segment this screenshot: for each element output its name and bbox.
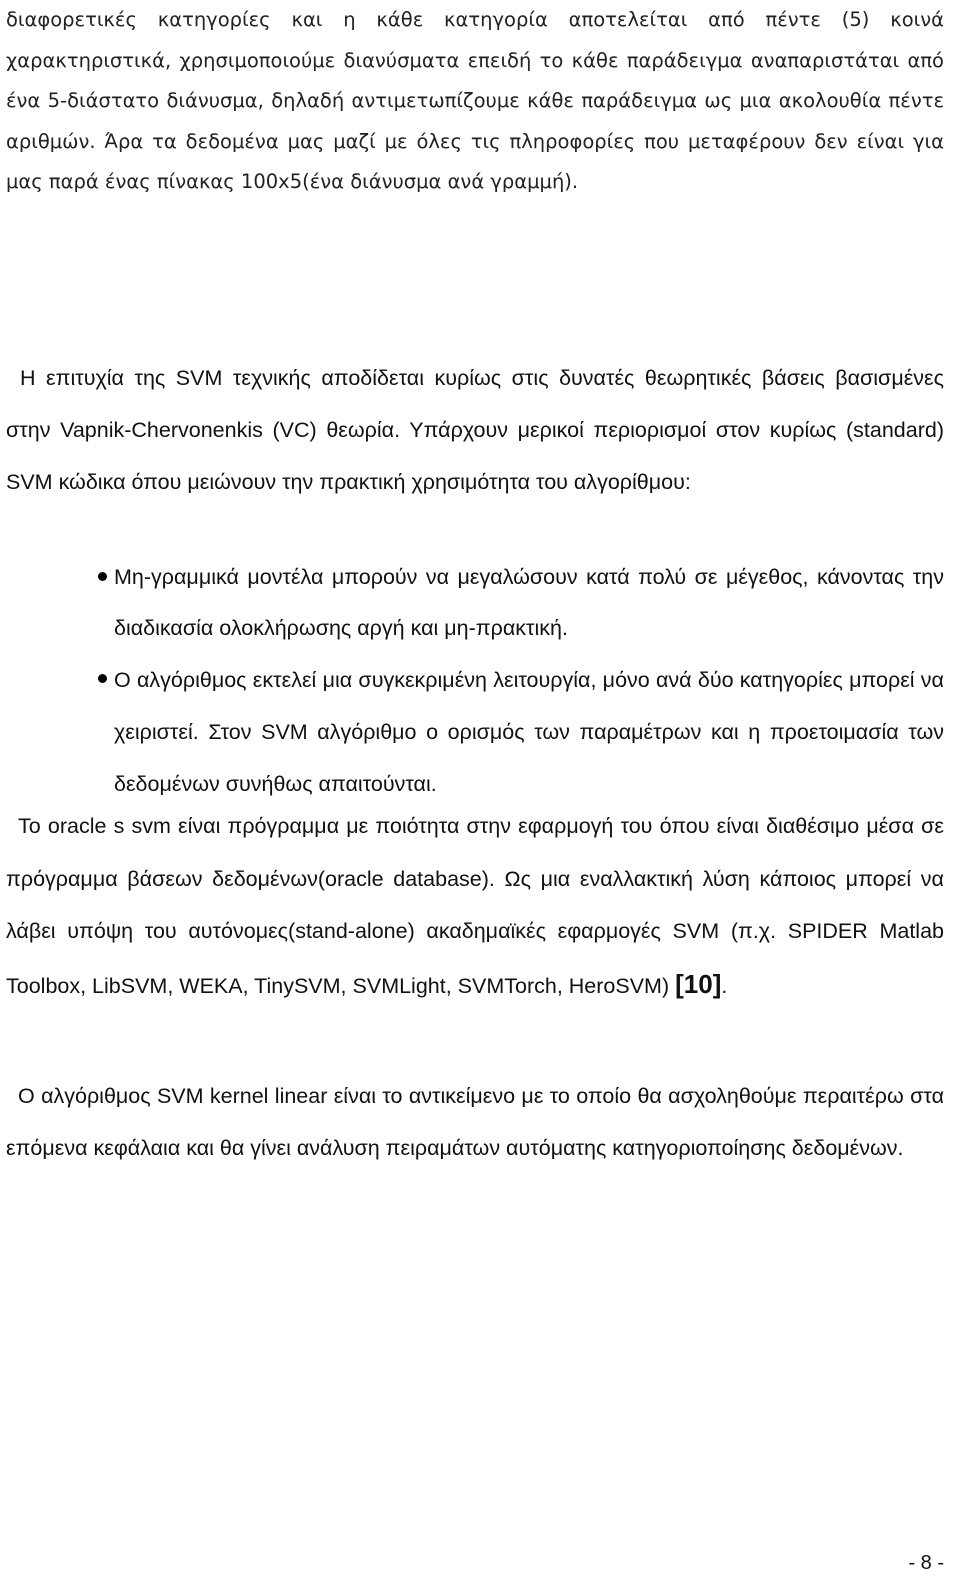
paragraph-3-text: Το oracle s svm είναι πρόγραμμα με ποιότητα στην εφαρμογή του όπου είναι διαθέσιμο μέσα σε πρόγραμμα βάσεων δεδομένων(oracle database). Ως μια εναλλακτική λύση κάποιος μπορεί να λάβει υπόψη του αυτόνομες(stand-alone) ακαδημαϊκές εφαρμογές SVM (π.χ. SPIDER Matlab Toolbox, LibSVM, WEKA, TinySVM, SVMLight, SVMTorch, HeroSVM) <box>6 814 944 998</box>
list-item <box>0 552 944 654</box>
paragraph-4: Ο αλγόριθμος SVM kernel linear είναι το αντικείμενο με το οποίο θα ασχοληθούμε περαιτέρω στα επόμενα κεφάλαια και θα γίνει ανάλυση πειραμάτων αυτόματης κατηγοριοποίησης δεδομένων. <box>6 1084 944 1160</box>
list-item-text: Ο αλγόριθμος εκτελεί μια συγκεκριμένη λειτουργία, μόνο ανά δύο κατηγορίες μπορεί να χειριστεί. Στον SVM αλγόριθμο ο ορισμός των παραμέτρων και η προετοιμασία των δεδομένων συνήθως απαιτούνται. <box>114 668 944 796</box>
paragraph-1: διαφορετικές κατηγορίες και η κάθε κατηγορία αποτελείται από πέντε (5) κοινά χαρακτηριστικά, χρησιμοποιούμε διανύσματα επειδή το κάθε παράδειγμα αναπαριστάται από ένα 5-διάστατο διάνυσμα, δηλαδή αντιμετωπίζουμε κάθε παράδειγμα ως μια ακολουθία πέντε αριθμών. Άρα τα δεδομένα μας μαζί με όλες τις πληροφορίες που μεταφέρουν δεν είναι για μας παρά ένας πίνακας 100x5(ένα διάνυσμα ανά γραμμή). <box>6 8 944 193</box>
citation-reference: [10] <box>675 968 722 999</box>
bullet-icon <box>98 674 107 683</box>
bullet-list <box>0 552 944 810</box>
list-item <box>0 654 944 810</box>
paragraph-3 <box>6 800 944 1012</box>
page-number: - 8 - <box>908 1552 944 1574</box>
paragraph-2: Η επιτυχία της SVM τεχνικής αποδίδεται κυρίως στις δυνατές θεωρητικές βάσεις βασισμένες στην Vapnik-Chervonenkis (VC) θεωρία. Υπάρχουν μερικοί περιορισμοί στον κυρίως (standard) SVM κώδικα όπου μειώνουν την πρακτική χρησιμότητα του αλγορίθμου: <box>6 366 944 494</box>
bullet-icon <box>98 572 107 581</box>
list-item-text: Μη-γραμμικά μοντέλα μπορούν να μεγαλώσουν κατά πολύ σε μέγεθος, κάνοντας την διαδικασία ολοκλήρωσης αργή και μη-πρακτική. <box>114 565 944 640</box>
paragraph-3-end: . <box>721 973 728 998</box>
